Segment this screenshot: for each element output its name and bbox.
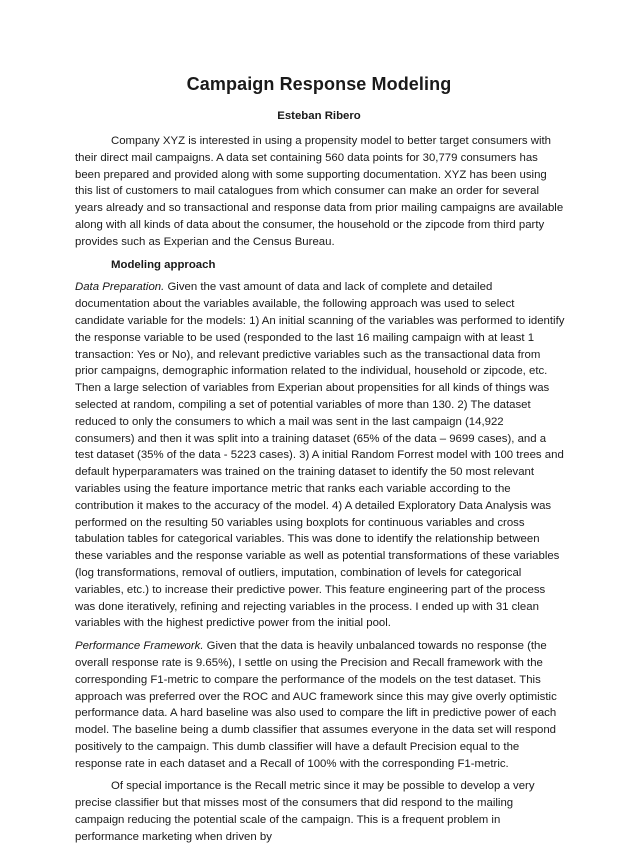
section-heading: Modeling approach — [111, 258, 216, 271]
intro-paragraph: Company XYZ is interested in using a propensity model to better target consumers with their direct mail campaigns. A data set containing 560 data points for 30,779 consumers has been prepared and provided along with some supporting documentation. XYZ has been using this list of customers to mail catalogues from which consumer can make an order for several years already and so transactional and response data from prior mailing campaigns are available along with all kinds of data about the consumer, the household or the zipcode from third party provides such as Experian and the Census Bureau. — [75, 135, 564, 248]
author-name: Esteban Ribero — [277, 110, 361, 122]
performance-framework-text: Given that the data is heavily unbalanced towards no response (the overall response rate is 9.65%), I settle on using the Precision and Recall framework with the corresponding F1-metric to compare the performance of the models on the test dataset. This approach was preferred over the ROC and AUC framework since this may give overly optimistic performance data. A hard baseline was also used to compare the lift in predictive power of each model. The baseline being a dumb classifier that assumes everyone in the data set will respond positively to the campaign. This dumb classifier will have a default Precision equal to the response rate in each dataset and a Recall of 100% with the corresponding F1-metric. — [75, 640, 557, 770]
data-preparation-label: Data Preparation. — [75, 281, 165, 294]
closing-paragraph: Of special importance is the Recall metric since it may be possible to develop a very precise classifier but that misses most of the consumers that did respond to the mailing campaign reducing the potential scale of the campaign. This is a frequent problem in performance marketing when driven by — [75, 780, 535, 843]
data-preparation-text: Given the vast amount of data and lack of complete and detailed documentation about the variables available, the following approach was used to select candidate variable for the models: 1) An initial scanning of the variables was performed to identify the response variable to be used (responded to the last 16 mailing campaign with at least 1 transaction: Yes or No), and relevant predictive variables such as the transactional data from prior campaigns, demographic information related to the individual, household or zipcode, etc. Then a large selection of variables from Experian about propensities for all kinds of things was selected at random, compiling a set of potential variables of more than 130. 2) The dataset reduced to only the consumers to which a mail was sent in the last campaign (14,922 consumers) and then it was split into a training dataset (65% of the data – 9699 cases), and a test dataset (35% of the data - 5223 cases). 3) A initial Random Forrest model with 100 trees and default hyperparamaters was trained on the training dataset to identify the 50 most relevant variables using the feature importance metric that ranks each variable according to the contribution it makes to the accuracy of the model. 4) A detailed Exploratory Data Analysis was performed on the resulting 50 variables using boxplots for continuous variables and cross tabulation tables for categorical variables. This was done to identify the relationship between these variables and the response variable as well as potential transformations of these variables (log transformations, removal of outliers, imputation, combination of levels for categorical variables, etc.) to increase their predictive power. This feature engineering part of the process was done iteratively, refining and rejecting variables in the process. I ended up with 31 clean variables with the highest predictive power from the initial pool. — [75, 281, 565, 630]
performance-framework-paragraph — [75, 638, 565, 772]
paper-body — [75, 133, 565, 852]
paper-title: Campaign Response Modeling — [186, 74, 452, 94]
data-preparation-paragraph — [75, 279, 565, 632]
performance-framework-label: Performance Framework. — [75, 640, 204, 653]
